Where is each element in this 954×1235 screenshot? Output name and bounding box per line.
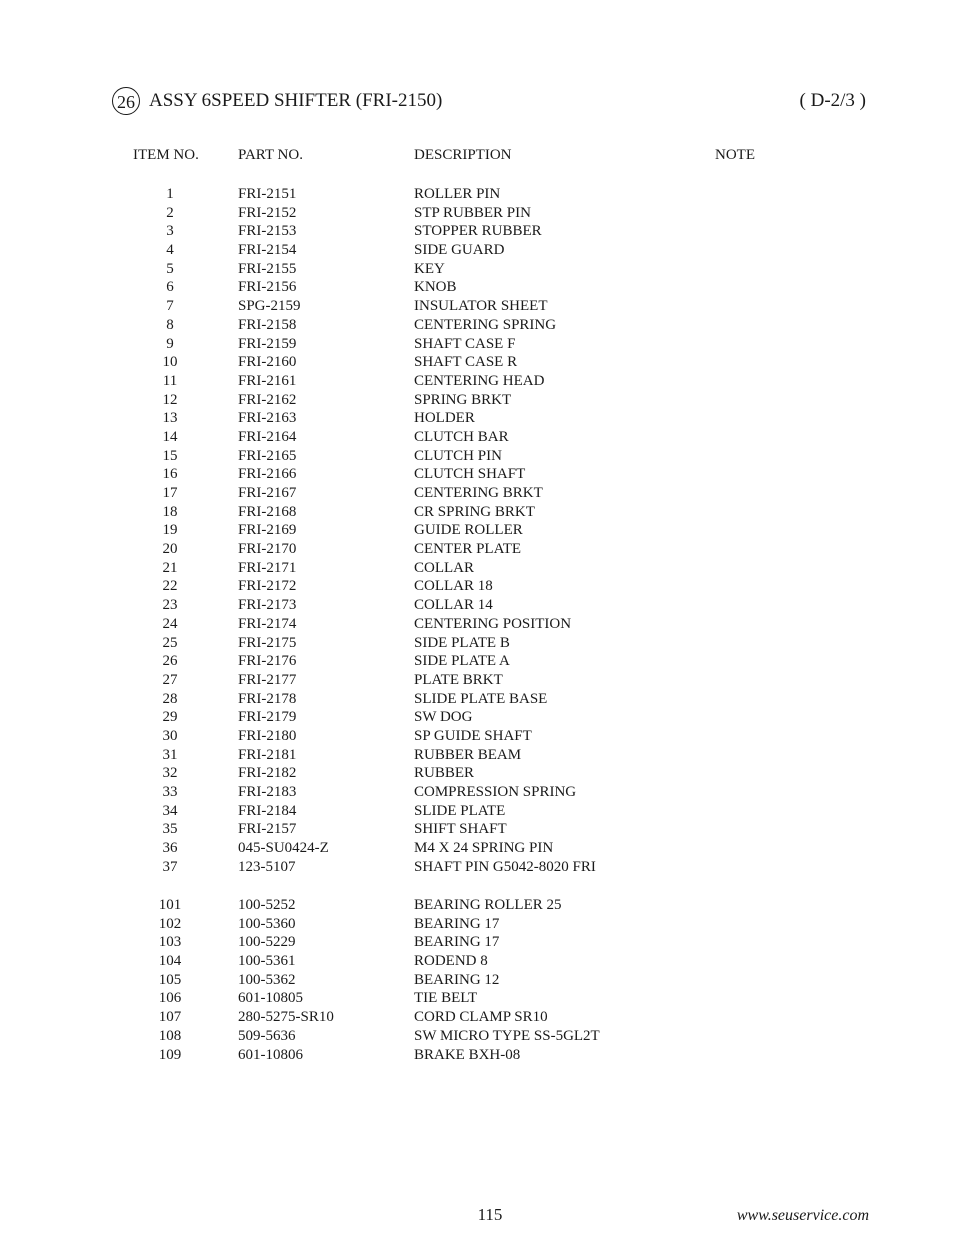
item-number: 26 [162,653,178,670]
item-number: 31 [162,746,178,763]
part-description: CENTERING HEAD [414,372,545,389]
parts-list [0,185,954,876]
item-number: 8 [166,316,174,333]
table-row [0,652,954,671]
item-number: 12 [162,391,178,408]
item-number: 102 [158,915,182,932]
part-number: FRI-2182 [238,765,297,782]
page-reference: ( D-2/3 ) [799,90,866,111]
item-number: 37 [162,858,178,875]
table-row [0,802,954,821]
table-row [0,783,954,802]
item-number: 19 [162,522,178,539]
part-number: FRI-2159 [238,335,297,352]
part-description: COLLAR 14 [414,597,493,614]
part-number: FRI-2156 [238,279,297,296]
part-number: FRI-2162 [238,391,297,408]
table-row [0,915,954,934]
table-row [0,335,954,354]
item-number: 2 [166,204,174,221]
part-number: FRI-2170 [238,541,297,558]
part-description: RODEND 8 [414,953,488,970]
table-row [0,971,954,990]
part-description: ROLLER PIN [414,186,501,202]
table-row [0,634,954,653]
table-row [0,521,954,540]
table-row [0,858,954,877]
part-description: PLATE BRKT [414,671,503,688]
part-description: CENTERING POSITION [414,615,572,632]
table-row [0,671,954,690]
column-headers [0,147,954,167]
part-description: SPRING BRKT [414,391,512,408]
part-number: SPG-2159 [238,298,301,315]
item-number: 36 [162,840,178,857]
table-row [0,447,954,466]
item-number: 4 [166,242,174,259]
part-number: 045-SU0424-Z [238,840,329,857]
part-description: SIDE GUARD [414,242,505,259]
item-number: 30 [162,727,178,744]
table-row [0,204,954,223]
table-row [0,952,954,971]
footer-url: www.seuservice.com [736,1207,869,1224]
part-description: SW MICRO TYPE SS-5GL2T [414,1027,600,1044]
item-number: 13 [162,410,178,427]
table-row [0,1008,954,1027]
part-description: BRAKE BXH-08 [414,1046,521,1063]
part-description: RUBBER BEAM [414,746,522,763]
table-row [0,690,954,709]
part-description: SLIDE PLATE [414,802,506,819]
table-row [0,764,954,783]
table-row [0,933,954,952]
part-number: FRI-2157 [238,821,297,838]
part-number: FRI-2179 [238,709,297,726]
table-row [0,372,954,391]
item-number: 28 [162,690,178,707]
part-number: FRI-2172 [238,578,297,595]
item-number: 17 [162,485,178,501]
part-description: CENTERING BRKT [414,485,543,501]
item-number: 106 [158,990,182,1007]
part-description: SHAFT CASE R [414,354,518,371]
table-row [0,503,954,522]
header-note: NOTE [715,147,755,163]
part-number: FRI-2181 [238,746,297,763]
part-number: FRI-2180 [238,727,297,744]
page-number: 115 [477,1205,503,1224]
table-row [0,577,954,596]
item-number: 108 [158,1027,182,1044]
item-number: 33 [162,784,178,800]
table-row [0,839,954,858]
part-number: FRI-2153 [238,223,297,240]
table-row [0,278,954,297]
table-row [0,241,954,260]
part-description: GUIDE ROLLER [414,522,523,539]
part-description: SHAFT PIN G5042-8020 FRI [414,858,596,875]
part-number: 100-5360 [238,915,296,932]
part-number: FRI-2155 [238,260,297,277]
part-description: CLUTCH BAR [414,428,509,445]
part-number: FRI-2152 [238,204,297,221]
item-number: 23 [162,597,178,614]
table-row [0,559,954,578]
part-description: M4 X 24 SPRING PIN [414,840,554,857]
part-number: FRI-2178 [238,690,297,707]
item-number: 18 [162,503,178,520]
item-number: 34 [162,802,178,819]
table-row [0,222,954,241]
part-number: 601-10805 [238,990,303,1007]
item-number: 104 [158,953,182,970]
part-description: SHAFT CASE F [414,335,516,352]
table-row [0,596,954,615]
part-number: 601-10806 [238,1046,303,1063]
item-number: 10 [162,354,178,371]
parts-list-secondary [0,896,954,1064]
part-number: 509-5636 [238,1027,296,1044]
item-number: 109 [158,1046,182,1063]
part-number: FRI-2154 [238,242,297,259]
part-number: FRI-2165 [238,447,297,464]
item-number: 35 [162,821,178,838]
part-description: SIDE PLATE B [414,634,510,651]
item-number: 7 [166,298,174,315]
table-row [0,428,954,447]
part-number: FRI-2176 [238,653,297,670]
item-number: 11 [162,372,178,389]
part-description: CENTER PLATE [414,541,522,558]
part-number: FRI-2177 [238,671,297,688]
item-number: 107 [158,1009,182,1026]
table-row [0,185,954,204]
item-number: 103 [158,934,182,951]
part-description: STP RUBBER PIN [414,204,531,221]
part-description: COLLAR 18 [414,578,493,595]
item-number: 3 [166,223,174,240]
part-number: 100-5361 [238,953,296,970]
table-row [0,316,954,335]
part-number: FRI-2174 [238,615,297,632]
item-number: 16 [162,466,178,483]
part-number: 100-5229 [238,934,296,951]
part-description: SHIFT SHAFT [414,821,507,838]
part-number: FRI-2160 [238,354,297,371]
part-number: FRI-2163 [238,410,297,427]
part-number: FRI-2167 [238,485,297,501]
header-description: DESCRIPTION [414,147,512,163]
item-number: 24 [162,615,178,632]
part-number: FRI-2158 [238,316,297,333]
part-number: FRI-2161 [238,372,297,389]
part-description: BEARING ROLLER 25 [414,897,562,913]
table-row [0,409,954,428]
table-row [0,1046,954,1065]
part-description: CORD CLAMP SR10 [414,1009,548,1026]
table-row [0,484,954,503]
item-number: 15 [162,447,178,464]
part-description: CR SPRING BRKT [414,503,535,520]
part-description: SIDE PLATE A [414,653,510,670]
part-number: FRI-2184 [238,802,297,819]
item-number: 29 [162,709,178,726]
item-number: 1 [166,186,174,202]
table-row [0,353,954,372]
item-number: 27 [162,671,178,688]
item-number: 5 [166,260,174,277]
part-description: CLUTCH SHAFT [414,466,526,483]
item-number: 22 [162,578,178,595]
item-number: 21 [162,559,178,576]
table-row [0,540,954,559]
part-description: BEARING 12 [414,971,500,988]
header-part-no: PART NO. [238,147,303,163]
page-title: ASSY 6SPEED SHIFTER (FRI-2150) [149,90,443,111]
part-number: 123-5107 [238,858,296,875]
table-row [0,391,954,410]
item-number: 20 [162,541,178,558]
part-number: 280-5275-SR10 [238,1009,334,1026]
item-number: 32 [162,765,178,782]
table-row [0,708,954,727]
part-number: FRI-2151 [238,186,297,202]
item-number: 101 [158,897,182,913]
part-number: FRI-2183 [238,784,297,800]
table-row [0,297,954,316]
part-number: FRI-2168 [238,503,297,520]
part-description: CLUTCH PIN [414,447,502,464]
part-number: FRI-2169 [238,522,297,539]
item-number: 9 [166,335,174,352]
section-header [112,86,866,116]
table-row [0,727,954,746]
table-row [0,989,954,1008]
part-description: BEARING 17 [414,915,500,932]
table-row [0,615,954,634]
table-row [0,260,954,279]
part-description: KNOB [414,279,457,296]
item-number: 105 [158,971,182,988]
part-description: BEARING 17 [414,934,500,951]
table-row [0,1027,954,1046]
part-number: 100-5252 [238,897,296,913]
section-number-badge: 26 [112,87,140,115]
table-row [0,896,954,915]
item-number: 25 [162,634,178,651]
part-number: FRI-2171 [238,559,297,576]
item-number: 14 [162,428,178,445]
part-description: CENTERING SPRING [414,316,557,333]
part-number: FRI-2164 [238,428,297,445]
part-description: RUBBER [414,765,475,782]
part-description: COMPRESSION SPRING [414,784,577,800]
part-description: SP GUIDE SHAFT [414,727,532,744]
header-item-no: ITEM NO. [133,147,199,163]
part-number: 100-5362 [238,971,296,988]
table-row [0,820,954,839]
part-description: COLLAR [414,559,474,576]
part-description: TIE BELT [414,990,478,1007]
part-description: STOPPER RUBBER [414,223,542,240]
part-description: SLIDE PLATE BASE [414,690,548,707]
part-description: KEY [414,260,445,277]
part-number: FRI-2173 [238,597,297,614]
part-number: FRI-2166 [238,466,297,483]
table-row [0,746,954,765]
part-description: SW DOG [414,709,473,726]
part-description: HOLDER [414,410,475,427]
part-number: FRI-2175 [238,634,297,651]
table-row [0,465,954,484]
item-number: 6 [166,279,174,296]
part-description: INSULATOR SHEET [414,298,548,315]
